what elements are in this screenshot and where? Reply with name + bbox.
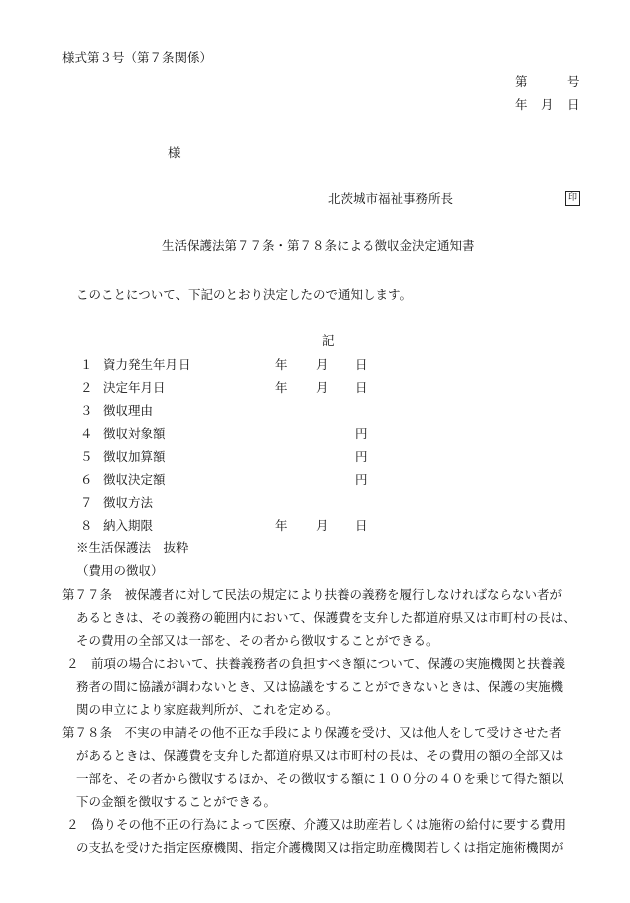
item-day: 日 bbox=[355, 357, 368, 372]
paragraph-line: 関の申立により家庭裁判所が、これを定める。 bbox=[76, 702, 339, 717]
item-label: 納入期限 bbox=[103, 518, 154, 533]
item-day: 日 bbox=[355, 380, 368, 395]
item-number: ５ bbox=[80, 449, 93, 464]
issuer-name: 北茨城市福祉事務所長 bbox=[328, 191, 454, 206]
item-label: 徴収理由 bbox=[103, 403, 154, 418]
paragraph-line: 務者の間に協議が調わないとき、又は協議をすることができないときは、保護の実施機 bbox=[76, 679, 564, 694]
list-item bbox=[0, 470, 630, 488]
intro-text: このことについて、下記のとおり決定したので通知します。 bbox=[76, 287, 413, 302]
paragraph-line: の支払を受けた指定医療機関、指定介護機関又は指定助産機関若しくは指定施術機関が bbox=[76, 840, 564, 855]
item-number: ４ bbox=[80, 426, 93, 441]
section-heading: （費用の徴収） bbox=[76, 563, 164, 578]
item-label: 資力発生年月日 bbox=[103, 357, 191, 372]
issue-date-year: 年 bbox=[515, 97, 528, 112]
item-yen: 円 bbox=[355, 472, 368, 487]
excerpt-heading: ※生活保護法 抜粋 bbox=[76, 540, 189, 555]
document-number-suffix: 号 bbox=[567, 74, 580, 89]
item-yen: 円 bbox=[355, 449, 368, 464]
item-label: 徴収決定額 bbox=[103, 472, 166, 487]
list-item bbox=[0, 516, 630, 534]
addressee-suffix: 様 bbox=[168, 145, 181, 160]
paragraph-line: その費用の全部又は一部を、その者から徴収することができる。 bbox=[76, 633, 439, 648]
list-item bbox=[0, 493, 630, 511]
item-yen: 円 bbox=[355, 426, 368, 441]
paragraph-line: 第７７条 被保護者に対して民法の規定により扶養の義務を履行しなければならない者が bbox=[62, 587, 563, 602]
item-number: ６ bbox=[80, 472, 93, 487]
item-day: 日 bbox=[355, 518, 368, 533]
seal-mark: 印 bbox=[565, 191, 580, 206]
item-year: 年 bbox=[275, 380, 288, 395]
paragraph-line: 下の金額を徴収することができる。 bbox=[76, 794, 277, 809]
issue-date-month: 月 bbox=[541, 97, 554, 112]
item-month: 月 bbox=[316, 518, 329, 533]
item-number: ７ bbox=[80, 495, 93, 510]
item-label: 徴収加算額 bbox=[103, 449, 166, 464]
list-item bbox=[0, 424, 630, 442]
paragraph-line: があるときは、保護費を支弁した都道府県又は市町村の長は、その費用の額の全部又は bbox=[76, 748, 564, 763]
list-item bbox=[0, 378, 630, 396]
item-month: 月 bbox=[316, 380, 329, 395]
list-item bbox=[0, 355, 630, 373]
item-year: 年 bbox=[275, 357, 288, 372]
paragraph-line: ２ 偽りその他不正の行為によって医療、介護又は助産若しくは施術の給付に要する費用 bbox=[66, 817, 567, 832]
item-number: ８ bbox=[80, 518, 93, 533]
issue-date-day: 日 bbox=[567, 97, 580, 112]
document-number-prefix: 第 bbox=[515, 74, 528, 89]
item-number: ３ bbox=[80, 403, 93, 418]
paragraph-line: あるときは、その義務の範囲内において、保護費を支弁した都道府県又は市町村の長は、 bbox=[76, 610, 576, 625]
list-item bbox=[0, 401, 630, 419]
item-number: ２ bbox=[80, 380, 93, 395]
paragraph-line: 一部を、その者から徴収するほか、その徴収する額に１００分の４０を乗じて得た額以 bbox=[76, 771, 564, 786]
document-title: 生活保護法第７７条・第７８条による徴収金決定通知書 bbox=[162, 238, 475, 253]
list-item bbox=[0, 447, 630, 465]
paragraph-line: ２ 前項の場合において、扶養義務者の負担すべき額について、保護の実施機関と扶養義 bbox=[66, 656, 566, 671]
item-label: 決定年月日 bbox=[103, 380, 166, 395]
item-year: 年 bbox=[275, 518, 288, 533]
ki-heading: 記 bbox=[322, 333, 335, 348]
item-label: 徴収対象額 bbox=[103, 426, 166, 441]
form-label: 様式第３号（第７条関係） bbox=[62, 50, 213, 65]
item-number: １ bbox=[80, 357, 93, 372]
item-month: 月 bbox=[316, 357, 329, 372]
paragraph-line: 第７８条 不実の申請その他不正な手段により保護を受け、又は他人をして受けさせた者 bbox=[62, 725, 562, 740]
item-label: 徴収方法 bbox=[103, 495, 154, 510]
